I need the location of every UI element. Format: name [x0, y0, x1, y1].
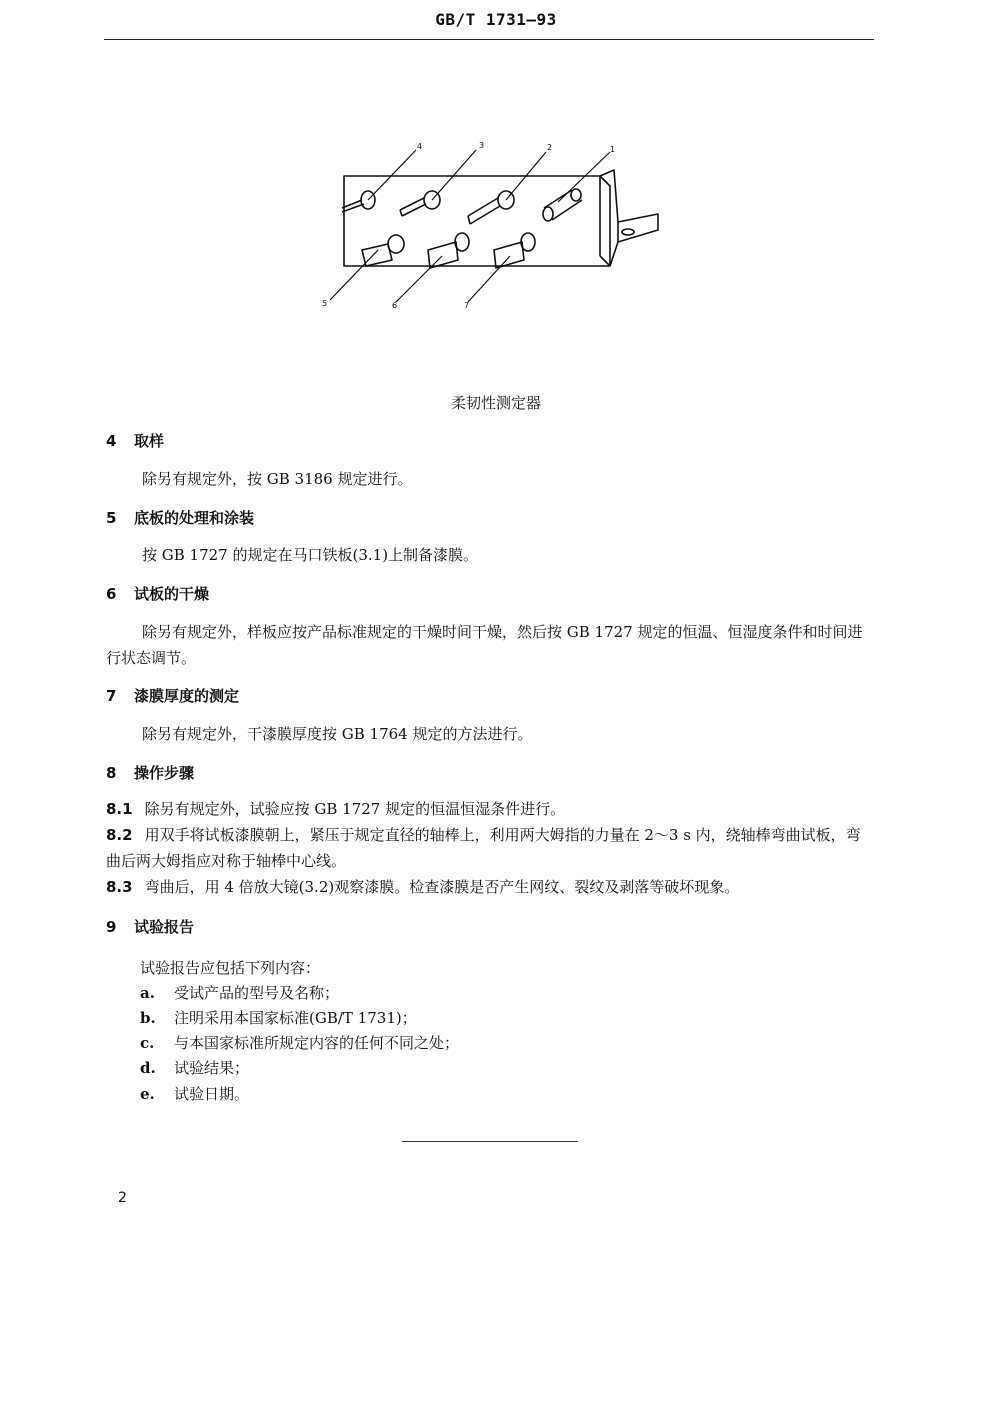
step-text: 除另有规定外，试验应按 GB 1727 规定的恒温恒湿条件进行。: [144, 800, 566, 818]
section-4-text: 除另有规定外，按 GB 3186 规定进行。: [142, 470, 413, 488]
item-label: b.: [140, 1009, 156, 1027]
section-7-heading: [106, 685, 239, 706]
step-text: 用双手将试板漆膜朝上，紧压于规定直径的轴棒上，利用两大姆指的力量在 2～3 s 内，绕轴棒弯曲试板，弯曲后两大姆指应对称于轴棒中心线。: [106, 826, 861, 870]
item-text: 与本国家标准所规定内容的任何不同之处；: [174, 1034, 460, 1052]
section-title: 试验报告: [134, 918, 195, 936]
step-number: 8.2: [106, 826, 133, 844]
report-item: [140, 1032, 459, 1053]
section-title: 操作步骤: [134, 764, 195, 782]
section-9-heading: [106, 916, 194, 937]
item-label: e.: [140, 1085, 155, 1103]
section-title: 底板的处理和涂装: [134, 509, 255, 527]
item-label: d.: [140, 1059, 156, 1077]
item-text: 试验日期。: [174, 1085, 250, 1103]
callout-label: 7: [464, 301, 470, 310]
item-label: a.: [140, 984, 155, 1002]
section-number: 4: [106, 432, 117, 450]
report-item: [140, 982, 339, 1003]
section-title: 试板的干燥: [134, 585, 210, 603]
section-title: 取样: [134, 432, 165, 450]
header-rule: [104, 39, 874, 40]
callout-label: 6: [392, 301, 398, 310]
rod-1: [544, 190, 582, 220]
flexibility-tester-figure: [318, 138, 668, 318]
item-label: c.: [140, 1034, 155, 1052]
section-6-heading: [106, 583, 209, 604]
report-item: [140, 1007, 417, 1028]
step-text: 弯曲后，用 4 倍放大镜(3.2)观察漆膜。检查漆膜是否产生网纹、裂纹及剥落等破坏现象。: [144, 878, 740, 896]
item-text: 注明采用本国家标准(GB/T 1731)；: [174, 1009, 417, 1027]
section-4-heading: [106, 430, 164, 451]
section-number: 5: [106, 509, 117, 527]
rod-5-nut: [388, 235, 404, 253]
section-number: 6: [106, 585, 117, 603]
step-number: 8.3: [106, 878, 133, 896]
item-text: 受试产品的型号及名称；: [174, 984, 340, 1002]
section-5-heading: [106, 507, 254, 528]
end-rule: [402, 1141, 578, 1142]
callout-label: 3: [479, 141, 485, 150]
callout-label: 1: [610, 145, 616, 154]
figure-caption: 柔韧性测定器: [450, 394, 541, 412]
callout-label: 2: [547, 143, 553, 152]
base-plate: [344, 176, 610, 266]
section-6-text: 除另有规定外，样板应按产品标准规定的干燥时间干燥，然后按 GB 1727 规定的恒温、恒湿度条件和时间进行状态调节。: [106, 623, 863, 667]
callout-label: 4: [417, 142, 423, 151]
step-8-2: [106, 822, 874, 874]
report-item: [140, 1083, 249, 1104]
section-number: 9: [106, 918, 117, 936]
step-number: 8.1: [106, 800, 133, 818]
item-text: 试验结果；: [174, 1059, 250, 1077]
page-header: GB/T 1731—93: [435, 10, 557, 29]
page-number: 2: [118, 1190, 127, 1206]
section-number: 8: [106, 764, 117, 782]
section-number: 7: [106, 687, 117, 705]
section-7-text: 除另有规定外，干漆膜厚度按 GB 1764 规定的方法进行。: [142, 725, 533, 743]
report-item: [140, 1057, 249, 1078]
section-5-text: 按 GB 1727 的规定在马口铁板(3.1)上制备漆膜。: [142, 546, 479, 564]
step-8-3: [106, 874, 874, 900]
section-8-heading: [106, 762, 194, 783]
section-title: 漆膜厚度的测定: [134, 687, 240, 705]
section-9-intro: 试验报告应包括下列内容：: [140, 959, 321, 977]
callout-label: 5: [322, 299, 328, 308]
step-8-1: [106, 796, 874, 822]
